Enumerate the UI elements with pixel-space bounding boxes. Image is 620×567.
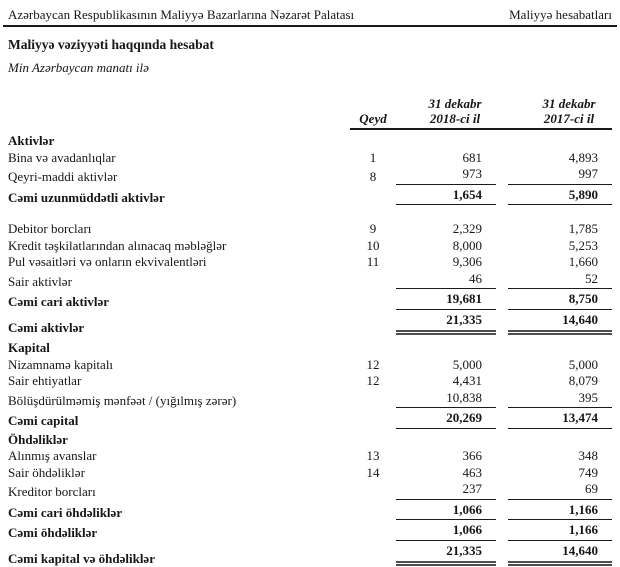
value-2018-cell: 19,681	[396, 291, 496, 310]
row-label: Kredit təşkilatlarından alınacaq məbləğlər	[8, 238, 350, 254]
row-label: Sair aktivlər	[8, 274, 350, 290]
row-label: Bina və avadanlıqlar	[8, 150, 350, 166]
column-header-divider	[350, 128, 612, 130]
note-cell: 12	[350, 357, 396, 373]
value-2018-cell: 10,838	[396, 390, 496, 409]
value-2017-cell: 997	[508, 166, 612, 185]
table-column-headers	[8, 96, 612, 126]
value-2018-cell: 46	[396, 271, 496, 290]
value-2018-cell: 366	[396, 448, 496, 464]
value-2018-cell: 2,329	[396, 221, 496, 237]
row-label: Cəmi öhdəliklər	[8, 525, 350, 541]
table-row	[8, 254, 612, 271]
table-row	[8, 502, 612, 522]
table-row	[8, 410, 612, 430]
running-header-left: Azərbaycan Respublikasının Maliyyə Bazarlarına Nəzarət Palatası	[8, 7, 354, 22]
table-row	[8, 465, 612, 482]
value-2018-cell: 20,269	[396, 410, 496, 429]
value-2018-cell: 5,000	[396, 357, 496, 373]
value-2018-cell: 21,335	[396, 312, 496, 336]
column-header-2018	[396, 96, 496, 126]
table-row	[8, 187, 612, 207]
value-2017-cell: 69	[508, 481, 612, 500]
table-row	[8, 238, 612, 255]
running-header-right: Maliyyə hesabatları	[509, 7, 612, 22]
row-label: Cəmi uzunmüddətli aktivlər	[8, 190, 350, 206]
note-cell: 12	[350, 373, 396, 389]
value-2018-cell: 9,306	[396, 254, 496, 270]
row-label: Cəmi cari öhdəliklər	[8, 505, 350, 521]
value-2017-cell: 5,000	[508, 357, 612, 373]
value-2017-cell: 1,660	[508, 254, 612, 270]
row-label: Kreditor borcları	[8, 484, 350, 500]
value-2018-cell: 1,066	[396, 522, 496, 541]
value-2017-cell: 52	[508, 271, 612, 290]
table-row	[8, 373, 612, 390]
value-2017-cell: 749	[508, 465, 612, 481]
note-cell: 1	[350, 150, 396, 166]
column-header-2018-line1: 31 dekabr	[414, 96, 496, 111]
value-2018-cell: 21,335	[396, 543, 496, 567]
table-row	[8, 271, 612, 291]
note-cell: 13	[350, 448, 396, 464]
value-2018-cell: 8,000	[396, 238, 496, 254]
column-header-2017-line1: 31 dekabr	[526, 96, 612, 111]
row-label: Debitor borcları	[8, 221, 350, 237]
page-subtitle: Min Azərbaycan manatı ilə	[8, 60, 612, 75]
row-label: Aktivlər	[8, 133, 350, 149]
table-row	[8, 312, 612, 337]
running-header	[8, 5, 612, 25]
page-title: Maliyyə vəziyyəti haqqında hesabat	[8, 37, 612, 53]
row-label: Pul vəsaitləri və onların ekvivalentləri	[8, 254, 350, 270]
value-2018-cell: 463	[396, 465, 496, 481]
table-row	[8, 431, 612, 449]
value-2017-cell: 14,640	[508, 543, 612, 567]
table-row	[8, 481, 612, 501]
value-2018-cell: 237	[396, 481, 496, 500]
table-row	[8, 390, 612, 410]
value-2017-cell: 13,474	[508, 410, 612, 429]
row-label: Qeyri-maddi aktivlər	[8, 169, 350, 185]
note-cell: 10	[350, 238, 396, 254]
table-row	[8, 357, 612, 374]
table-row	[8, 132, 612, 150]
value-2017-cell: 395	[508, 390, 612, 409]
value-2017-cell: 5,890	[508, 187, 612, 206]
row-label: Cəmi aktivlər	[8, 320, 350, 336]
value-2018-cell: 1,066	[396, 502, 496, 521]
value-2018-cell: 4,431	[396, 373, 496, 389]
value-2017-cell: 1,785	[508, 221, 612, 237]
value-2017-cell: 4,893	[508, 150, 612, 166]
value-2017-cell: 8,079	[508, 373, 612, 389]
value-2017-cell: 8,750	[508, 291, 612, 310]
row-label: Kapital	[8, 340, 350, 356]
row-label: Sair ehtiyatlar	[8, 373, 350, 389]
table-row	[8, 221, 612, 238]
value-2018-cell: 1,654	[396, 187, 496, 206]
row-label: Cəmi cari aktivlər	[8, 294, 350, 310]
value-2017-cell: 5,253	[508, 238, 612, 254]
row-label: Cəmi capital	[8, 413, 350, 429]
note-cell: 8	[350, 169, 396, 185]
value-2017-cell: 1,166	[508, 502, 612, 521]
table-row	[8, 448, 612, 465]
value-2018-cell: 973	[396, 166, 496, 185]
note-cell: 14	[350, 465, 396, 481]
column-header-2018-line2: 2018-ci il	[414, 111, 496, 126]
value-2017-cell: 348	[508, 448, 612, 464]
row-label: Nizamnamə kapitalı	[8, 357, 350, 373]
column-header-2017-line2: 2017-ci il	[526, 111, 612, 126]
row-label: Cəmi kapital və öhdəliklər	[8, 551, 350, 567]
row-label: Bölüşdürülməmiş mənfəət / (yığılmış zərər)	[8, 393, 350, 409]
row-label: Alınmış avanslar	[8, 448, 350, 464]
table-row	[8, 150, 612, 167]
table-row	[8, 291, 612, 311]
row-label: Öhdəliklər	[8, 432, 350, 448]
table-row	[8, 166, 612, 186]
value-2017-cell: 1,166	[508, 522, 612, 541]
note-cell: 11	[350, 254, 396, 270]
table-rows	[8, 132, 612, 567]
header-divider	[3, 25, 617, 27]
row-spacer	[8, 207, 612, 221]
table-row	[8, 339, 612, 357]
column-header-2017	[508, 96, 612, 126]
value-2018-cell: 681	[396, 150, 496, 166]
note-cell: 9	[350, 221, 396, 237]
row-label: Sair öhdəliklər	[8, 465, 350, 481]
value-2017-cell: 14,640	[508, 312, 612, 336]
table-row	[8, 522, 612, 542]
column-header-note: Qeyd	[350, 111, 396, 126]
